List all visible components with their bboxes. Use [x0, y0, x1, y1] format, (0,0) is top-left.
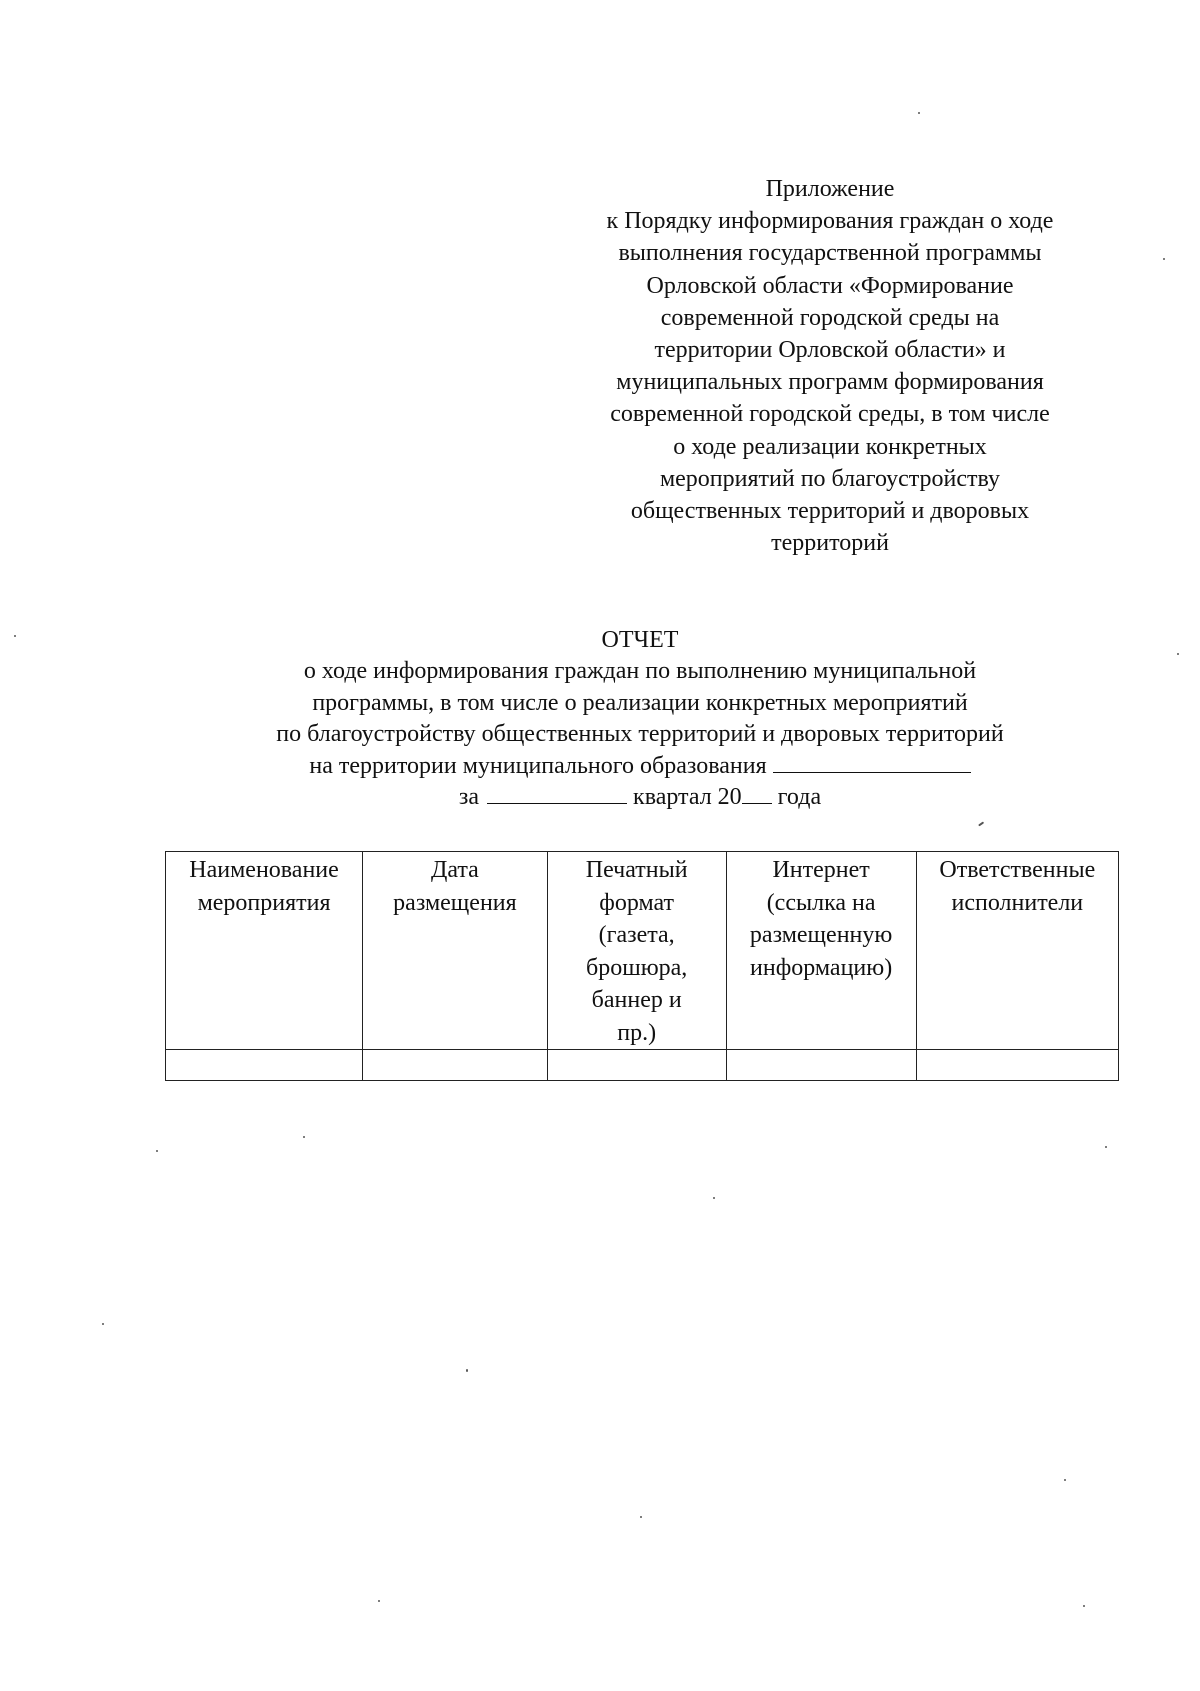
- table-cell[interactable]: [547, 1050, 726, 1081]
- header-text: Дата: [431, 857, 479, 883]
- header-text: исполнители: [951, 889, 1084, 916]
- quarter-prefix: за: [458, 784, 480, 810]
- scan-speck: [378, 1600, 380, 1602]
- scan-speck: [640, 1516, 642, 1518]
- scan-speck: [303, 1136, 305, 1138]
- header-text: пр.): [617, 1019, 657, 1046]
- header-print-format: [547, 852, 726, 1050]
- quarter-line: [0, 782, 1200, 814]
- table-header-row: [166, 852, 1119, 1050]
- header-text: информацию): [750, 954, 893, 981]
- appendix-line: Приложение: [765, 176, 895, 202]
- appendix-line: современной городской среды на: [660, 304, 1000, 331]
- header-text: (газета,: [598, 922, 675, 948]
- appendix-header: [560, 173, 1100, 559]
- appendix-line: о ходе реализации конкретных: [673, 433, 987, 460]
- table-cell[interactable]: [166, 1050, 363, 1081]
- appendix-line: территорий: [771, 530, 889, 557]
- scan-speck: [466, 1369, 468, 1372]
- appendix-line: территории Орловской области» и: [654, 337, 1006, 364]
- report-subtitle-line: программы, в том числе о реализации конкретных мероприятий: [312, 689, 968, 716]
- table-cell[interactable]: [726, 1050, 916, 1081]
- territory-line: [0, 751, 1200, 783]
- header-text: размещенную: [749, 922, 893, 948]
- header-responsible-executors: [916, 852, 1118, 1050]
- territory-blank-field[interactable]: [773, 752, 971, 773]
- header-text: Наименование: [189, 857, 339, 883]
- header-text: Печатный: [585, 857, 688, 883]
- header-text: формат: [599, 889, 675, 916]
- appendix-line: Орловской области «Формирование: [646, 272, 1014, 299]
- scan-speck: [713, 1197, 715, 1199]
- scan-speck: [1083, 1605, 1085, 1607]
- scan-speck: [1064, 1479, 1066, 1481]
- header-text: Ответственные: [939, 857, 1096, 883]
- quarter-label: квартал 20: [633, 784, 742, 810]
- header-text: мероприятия: [197, 889, 331, 916]
- table-row: [166, 1050, 1119, 1081]
- territory-label: на территории муниципального образования: [309, 752, 767, 779]
- report-subtitle: [0, 656, 1200, 814]
- header-text: баннер и: [591, 987, 682, 1013]
- appendix-line: к Порядку информирования граждан о ходе: [606, 208, 1054, 235]
- scan-speck: [1163, 258, 1165, 260]
- appendix-line: выполнения государственной программы: [618, 240, 1042, 267]
- header-text: (ссылка на: [766, 889, 876, 916]
- report-subtitle-line: по благоустройству общественных территорий и дворовых территорий: [276, 721, 1004, 747]
- appendix-line: современной городской среды, в том числе: [610, 401, 1050, 428]
- appendix-line: муниципальных программ формирования: [616, 369, 1044, 396]
- year-blank-field[interactable]: [742, 783, 772, 804]
- header-event-name: [166, 852, 363, 1050]
- appendix-line: мероприятий по благоустройству: [659, 465, 1001, 492]
- appendix-line: общественных территорий и дворовых: [630, 498, 1030, 525]
- header-placement-date: [363, 852, 548, 1050]
- scan-speck: [1105, 1146, 1107, 1148]
- table-cell[interactable]: [363, 1050, 548, 1081]
- scan-speck: [14, 635, 16, 637]
- scan-speck: [102, 1323, 104, 1325]
- report-table: [165, 851, 1119, 1081]
- header-text: брошюра,: [586, 954, 688, 981]
- header-text: размещения: [393, 889, 517, 916]
- header-text: Интернет: [772, 857, 870, 883]
- scan-speck: [978, 821, 984, 826]
- scan-speck: [156, 1150, 158, 1152]
- report-subtitle-line: о ходе информирования граждан по выполнению муниципальной: [303, 658, 977, 684]
- header-internet-link: [726, 852, 916, 1050]
- scan-speck: [918, 112, 920, 114]
- quarter-blank-field[interactable]: [487, 783, 627, 804]
- report-title: ОТЧЕТ: [601, 627, 679, 653]
- table-cell[interactable]: [916, 1050, 1118, 1081]
- scan-speck: [1177, 653, 1179, 655]
- year-suffix: года: [777, 784, 822, 810]
